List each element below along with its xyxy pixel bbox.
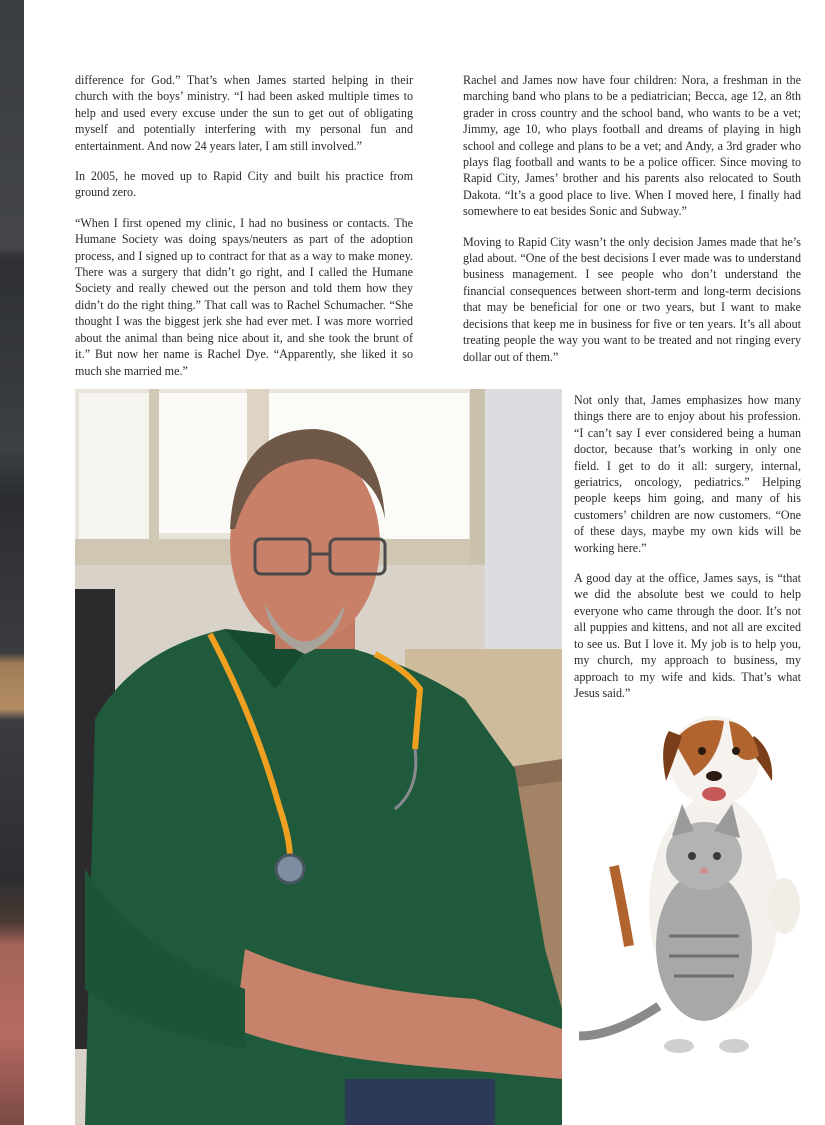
paragraph: Rachel and James now have four children: Nora, a freshman in the marching band who plans to be a pediatrician; Becca, age 12, an 8th grader in cross country and the school band, who wants to be a vet; Jimmy, age 10, who plays football and dreams of playing in high school and college and plans to be a vet; and Andy, a 3rd grader who plays flag football and wants to be a police officer. Since moving to Rapid City, James’ brother and his parents also relocated to South Dakota. “It’s a good place to live. When I moved here, I finally had somewhere to eat besides Sonic and Subway.”	[463, 73, 801, 219]
paragraph: A good day at the office, James says, is “that we did the absolute best we could to help everyone who came through the door. It’s not all puppies and kittens, and not all are excited to see us. But I love it. My job is to help you, my church, my approach to business, my approach to my wife and kids. That’s what Jesus said.”	[574, 571, 801, 700]
page-edge-strip	[0, 0, 24, 1125]
paragraph: In 2005, he moved up to Rapid City and built his practice from ground zero.	[75, 169, 413, 200]
paragraph: Moving to Rapid City wasn’t the only decision James made that he’s glad about. “One of the best decisions I ever made was to understand business management. I see people who don’t understand the financial consequences between short-term and long-term decisions that may be beneficial for one or two years, but I want to make decisions that keep me in business for five or ten years. It’s all about treating people the way you want to be treated and not ringing every dollar out of them.”	[463, 234, 801, 364]
paragraph: difference for God.” That’s when James started helping in their church with the boys’ ministry. “I had been asked multiple times to help and used every excuse under the sun to get out of obligating myself and potentially interfering with my personal fun and entertainment. And now 24 years later, I am still involved.”	[75, 73, 413, 153]
puppy-and-kitten-photo	[574, 706, 801, 1066]
paragraph: “When I first opened my clinic, I had no business or contacts. The Humane Society was doing spays/neuters as part of the adoption process, and I signed up to contract for that as a way to make money. There was a surgery that didn’t go right, and I called the Humane Society and really chewed out the person and told them how they didn’t do the right thing.” That call was to Rachel Schumacher. “She thought I was the biggest jerk she had ever met. I was more worried about the animal than being nice about it, and she took the brunt of it.” But now her name is Rachel Dye. “Apparently, she liked it so much she married me.”	[75, 215, 413, 378]
veterinarian-photo	[75, 389, 562, 1125]
paragraph: Not only that, James emphasizes how many things there are to enjoy about his profession. “I can’t say I ever considered being a human doctor, because that’s working in only one field. I get to do it all: surgery, internal, geriatrics, oncology, pediatrics.” Helping people keeps him going, and many of his customers’ children are now customers. “One of these days, maybe my own kids will be working here.”	[574, 393, 801, 555]
article-column-right-narrow	[574, 392, 801, 715]
article-column-right	[463, 72, 801, 379]
article-column-left	[75, 72, 413, 393]
